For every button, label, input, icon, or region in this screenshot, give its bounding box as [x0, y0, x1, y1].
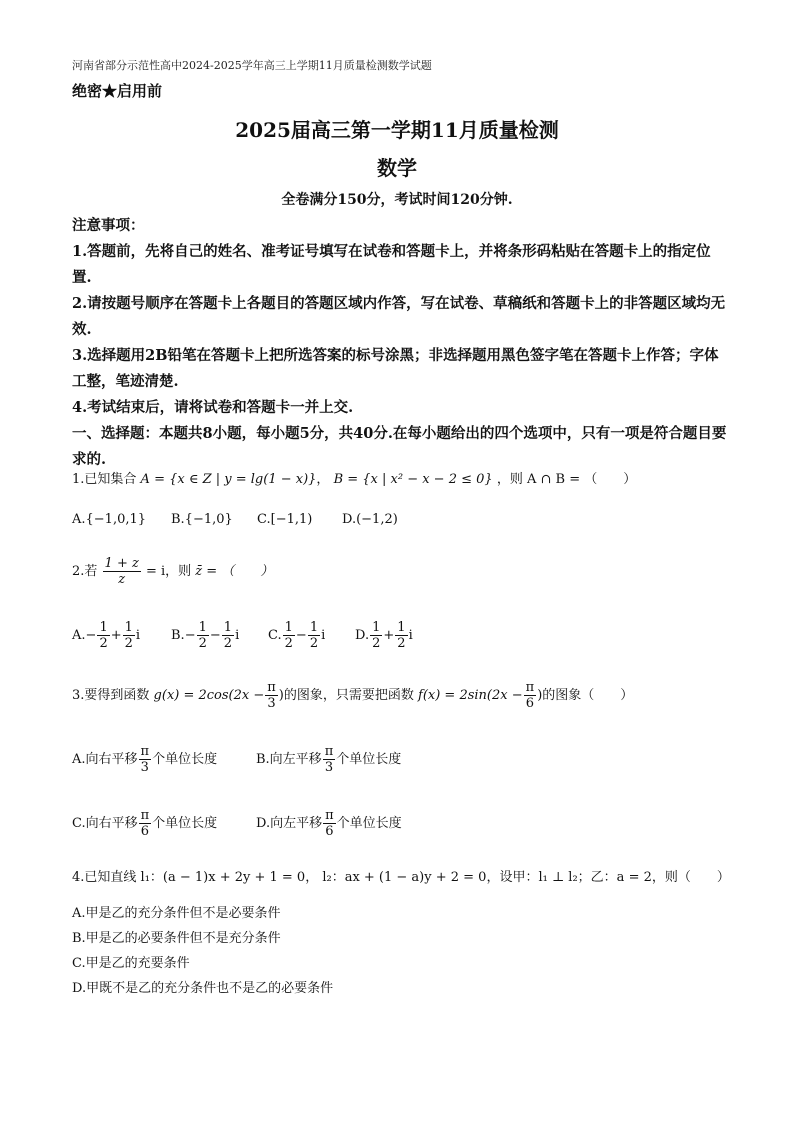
- option-frac: [139, 744, 152, 775]
- q1-stem: 1.已知集合: [72, 472, 137, 487]
- q2-eq: = i，则: [145, 564, 192, 579]
- q2-option-a: [72, 620, 140, 651]
- q3-g: g(x) = 2cos(2x −: [153, 688, 265, 703]
- frac-den: 6: [140, 824, 150, 839]
- q1-set-b: B = {x | x² − x − 2 ≤ 0}: [333, 472, 493, 487]
- frac-num: π: [525, 680, 535, 695]
- frac-num: 1: [284, 620, 293, 635]
- q3-option-b: [256, 744, 401, 775]
- q4-option-a: A.甲是乙的充分条件但不是必要条件: [72, 906, 281, 921]
- question-4: 4.已知直线 l₁：(a − 1)x + 2y + 1 = 0， l₂：ax + (1 − a)y + 2 = 0，设甲：l₁ ⊥ l₂；乙：a = 2，则（ ）: [72, 870, 730, 885]
- subject-title: 数学: [377, 156, 417, 180]
- question-1: 1.已知集合 A = {x ∈ Z | y = lg(1 − x)}， B = {x | x² − x − 2 ≤ 0} ，则 A ∩ B = （ ）: [72, 472, 637, 487]
- frac-den: 2: [198, 636, 207, 651]
- q3-f-frac: [524, 680, 537, 711]
- frac-num: 1: [309, 620, 319, 635]
- q3-option-c: [72, 808, 217, 839]
- q3-g-frac: [265, 680, 278, 711]
- frac-den: 3: [140, 760, 149, 775]
- frac-den: 3: [324, 760, 334, 775]
- frac-num: π: [325, 808, 334, 823]
- option-frac: [97, 620, 109, 651]
- q4-option-b: B.甲是乙的必要条件但不是充分条件: [72, 931, 281, 946]
- q1-option-b: B.{−1,0}: [171, 512, 233, 527]
- option-sign: −: [85, 628, 97, 643]
- option-label: D.向左平移: [256, 816, 323, 831]
- option-frac: [197, 620, 209, 651]
- option-label: B.向左平移: [256, 752, 322, 767]
- q2-fraction: [103, 556, 141, 587]
- option-tail: i: [321, 628, 326, 643]
- frac-den: 2: [309, 636, 319, 651]
- frac-num: 1: [198, 620, 207, 635]
- frac-den: 2: [99, 636, 108, 651]
- option-tail: 个单位长度: [152, 816, 218, 831]
- q3-tail: )的图象（ ）: [537, 688, 634, 703]
- q3-mid: )的图象，只需要把函数: [278, 688, 414, 703]
- option-frac: [283, 620, 295, 651]
- q1-option-d: D.(−1,2): [342, 512, 398, 527]
- option-frac: [222, 620, 234, 651]
- q4-option-c: C.甲是乙的充要条件: [72, 956, 190, 971]
- option-tail: i: [408, 628, 413, 643]
- option-label: C.: [268, 628, 282, 643]
- option-label: D.: [355, 628, 370, 643]
- q2-option-d: [355, 620, 413, 651]
- option-op: −: [295, 628, 307, 643]
- option-tail: i: [235, 628, 240, 643]
- option-frac: [139, 808, 152, 839]
- note-item: 1.答题前，先将自己的姓名、准考证号填写在试卷和答题卡上，并将条形码粘贴在答题卡上的指定位置.: [72, 243, 711, 286]
- frac-den: 2: [397, 636, 406, 651]
- q2-option-b: [171, 620, 239, 651]
- option-op: −: [209, 628, 221, 643]
- q2-frac-den: z: [118, 572, 126, 587]
- frac-num: 1: [372, 620, 381, 635]
- option-label: B.: [171, 628, 185, 643]
- option-label: A.向右平移: [72, 752, 138, 767]
- notes-title: 注意事项：: [72, 217, 145, 234]
- frac-den: 2: [284, 636, 293, 651]
- frac-num: π: [140, 808, 150, 823]
- q1-set-a: A = {x ∈ Z | y = lg(1 − x)}: [140, 472, 317, 487]
- frac-num: π: [267, 680, 276, 695]
- option-frac: [308, 620, 320, 651]
- frac-num: 1: [99, 620, 108, 635]
- option-tail: 个单位长度: [152, 752, 218, 767]
- option-frac: [395, 620, 407, 651]
- note-item: 2.请按题号顺序在答题卡上各题目的答题区域内作答，写在试卷、草稿纸和答题卡上的非答题区域均无效.: [72, 295, 726, 338]
- frac-num: π: [324, 744, 334, 759]
- frac-den: 6: [325, 824, 334, 839]
- frac-num: 1: [397, 620, 406, 635]
- page-header: 河南省部分示范性高中2024-2025学年高三上学期11月质量检测数学试题: [72, 59, 432, 72]
- option-op: +: [110, 628, 122, 643]
- question-2: [72, 556, 273, 587]
- frac-den: 2: [124, 636, 133, 651]
- exam-title: 2025届高三第一学期11月质量检测: [235, 118, 559, 142]
- option-sign: −: [184, 628, 196, 643]
- frac-den: 2: [223, 636, 233, 651]
- q1-tail: ，则 A ∩ B = （ ）: [496, 472, 637, 487]
- secret-label: 绝密★启用前: [72, 82, 163, 100]
- option-op: +: [383, 628, 395, 643]
- option-tail: 个单位长度: [336, 752, 402, 767]
- section-one-instructions: 一、选择题：本题共8小题，每小题5分，共40分.在每小题给出的四个选项中，只有一项是符合题目要求的.: [72, 425, 727, 468]
- q3-option-a: [72, 744, 217, 775]
- q3-stem: 3.要得到函数: [72, 688, 150, 703]
- frac-den: 6: [525, 696, 535, 711]
- q2-target: z̄ = （ ）: [195, 564, 274, 579]
- q2-frac-num: 1 + z: [104, 556, 139, 571]
- score-line: 全卷满分150分，考试时间120分钟.: [281, 192, 513, 208]
- option-frac: [323, 744, 336, 775]
- option-label: C.向右平移: [72, 816, 138, 831]
- option-frac: [370, 620, 382, 651]
- q2-stem: 2.若: [72, 564, 98, 579]
- frac-num: π: [140, 744, 150, 759]
- option-label: A.: [72, 628, 86, 643]
- q4-option-d: D.甲既不是乙的充分条件也不是乙的必要条件: [72, 981, 334, 996]
- q2-option-c: [268, 620, 325, 651]
- question-3: [72, 680, 633, 711]
- q1-option-c: C.[−1,1): [257, 512, 313, 527]
- q1-option-a: A.{−1,0,1}: [72, 512, 147, 527]
- option-tail: i: [135, 628, 141, 643]
- note-item: 4.考试结束后，请将试卷和答题卡一并上交.: [72, 399, 354, 416]
- frac-num: 1: [124, 620, 133, 635]
- q3-option-d: [256, 808, 402, 839]
- notes-block: [72, 213, 727, 473]
- option-frac: [323, 808, 336, 839]
- option-tail: 个单位长度: [336, 816, 402, 831]
- frac-den: 3: [267, 696, 276, 711]
- option-frac: [123, 620, 135, 651]
- frac-num: 1: [223, 620, 233, 635]
- note-item: 3.选择题用2B铅笔在答题卡上把所选答案的标号涂黑；非选择题用黑色签字笔在答题卡上作答；字体工整，笔迹清楚.: [72, 347, 719, 390]
- q3-f: f(x) = 2sin(2x −: [418, 688, 523, 703]
- frac-den: 2: [372, 636, 381, 651]
